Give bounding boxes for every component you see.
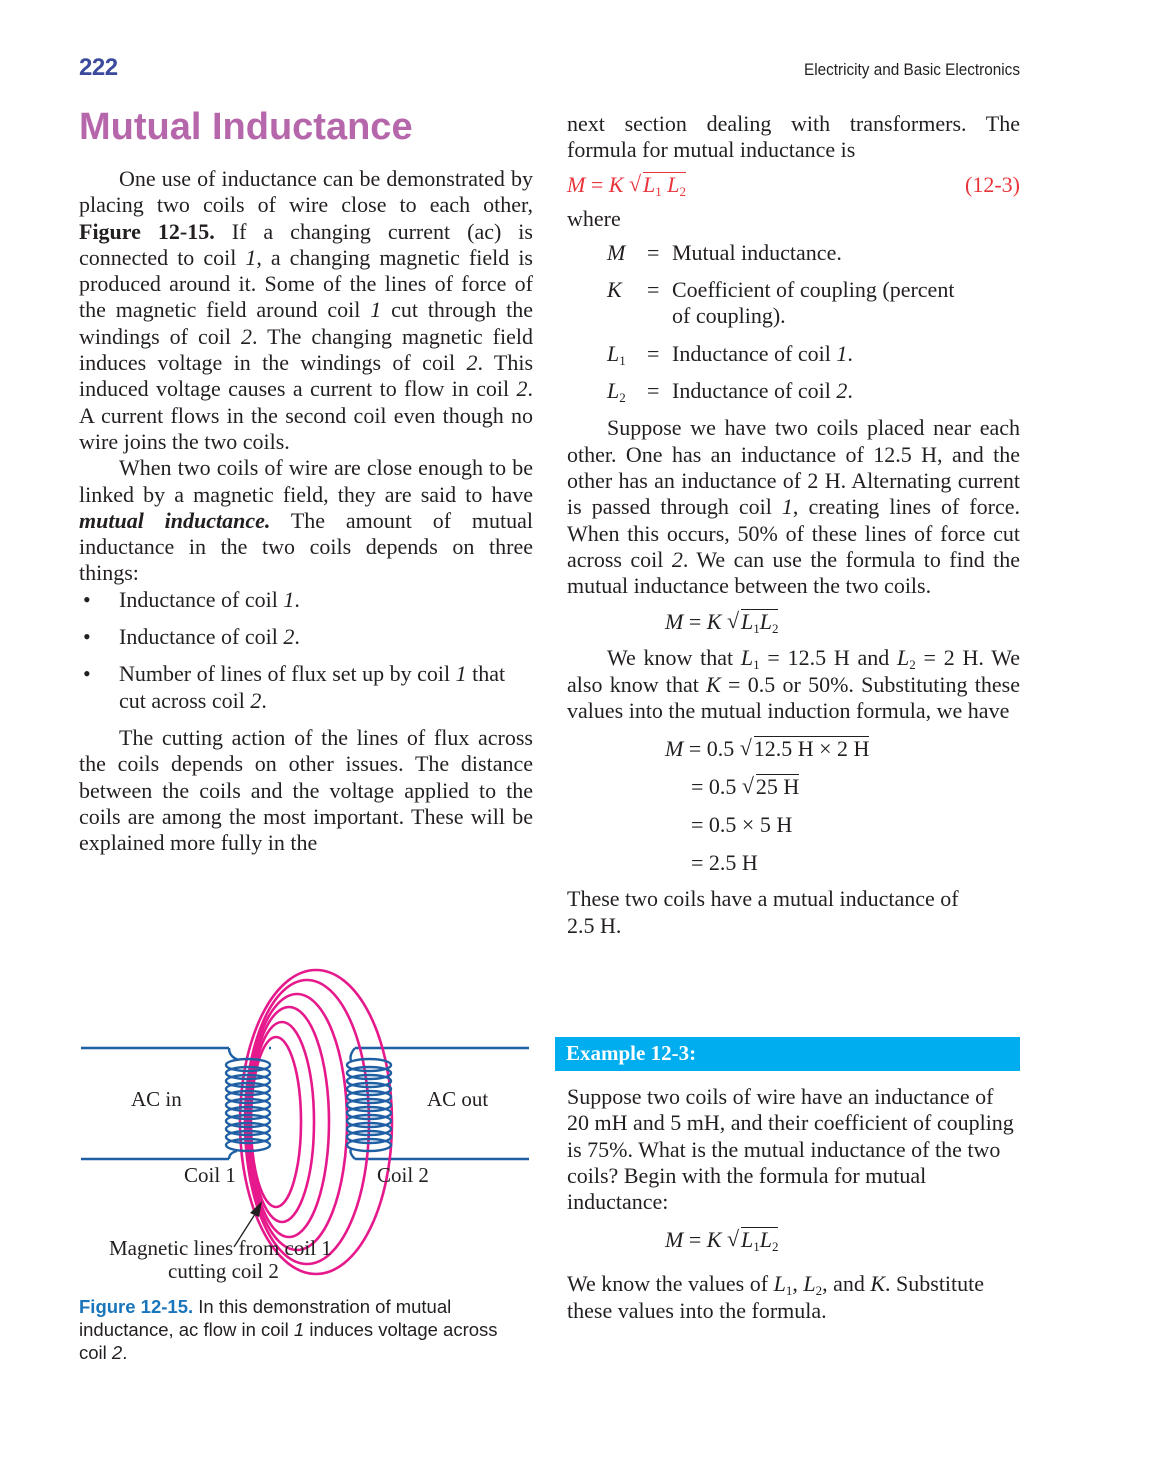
calculation-steps — [665, 730, 1020, 882]
definition-row — [567, 277, 1020, 330]
key-term: mutual inductance. — [79, 507, 271, 533]
coil-number: 1 — [781, 494, 793, 520]
symbol-k: K — [706, 1227, 722, 1253]
formula-repeat — [665, 609, 1020, 639]
text: When two coils of wire are close enough to be linked by a magnetic field, they are said to have — [79, 455, 533, 507]
subscript: 2 — [909, 657, 916, 673]
def-text: Mutual inductance. — [672, 239, 842, 265]
def-symbol: K — [607, 277, 622, 303]
subscript: 1 — [619, 352, 626, 368]
symbol-l: L — [740, 1227, 754, 1253]
text: . A current flows in the second coil even though no wire joins the two coils. — [79, 376, 533, 454]
text: We know that — [607, 645, 741, 671]
calc-step — [665, 806, 1020, 844]
where-label: where — [567, 205, 621, 231]
def-equals: = — [647, 378, 660, 404]
symbol-l: L — [759, 1227, 772, 1253]
text: We know the values of — [567, 1271, 774, 1297]
coil-number: 2 — [516, 376, 528, 402]
definition-row — [567, 378, 1020, 404]
label-coil-2: Coil 2 — [377, 1163, 429, 1187]
text: If a changing current (ac) is connected to coil — [79, 218, 533, 270]
symbol-l: L — [642, 171, 656, 197]
example-formula — [665, 1227, 1020, 1257]
subscript: 1 — [753, 621, 760, 637]
symbol-m: M — [665, 609, 684, 635]
coil-number: 2 — [466, 350, 478, 376]
symbol-l: L — [607, 378, 620, 404]
symbol-l: L — [773, 1271, 786, 1297]
symbol-l: L — [759, 609, 772, 635]
calc-text: = 0.5 — [683, 736, 740, 762]
symbol-m: M — [665, 1227, 684, 1253]
main-formula — [567, 172, 1020, 202]
definition-row — [567, 240, 1020, 266]
figure-reference: Figure 12-15. — [79, 218, 215, 244]
coil-2 — [347, 1048, 391, 1159]
text: , and — [822, 1271, 871, 1297]
coil-number: 2 — [671, 546, 683, 572]
symbol-l: L — [740, 609, 754, 635]
right-column — [567, 111, 1020, 939]
section-title: Mutual Inductance — [79, 106, 413, 148]
left-column — [79, 166, 533, 856]
text: cut through the windings of coil — [79, 297, 533, 349]
subscript: 2 — [679, 183, 686, 199]
label-cutting-coil: cutting coil 2 — [168, 1259, 279, 1283]
coil-number: 1 — [293, 1319, 305, 1340]
text: In this demonstration of mutual inductance, ac flow in coil — [79, 1296, 452, 1340]
running-head: Electricity and Basic Electronics — [804, 60, 1020, 79]
sqrt-icon — [629, 172, 686, 198]
equation-number: (12-3) — [965, 171, 1020, 197]
coil-number: 1 — [245, 244, 257, 270]
bullet-item — [79, 624, 533, 650]
bullet-item — [79, 661, 533, 714]
text: . — [122, 1342, 128, 1363]
text: . — [294, 624, 300, 650]
text: Inductance of coil — [119, 586, 284, 612]
text: that cut across coil — [119, 661, 506, 713]
paragraph-definition — [79, 455, 533, 586]
text: Suppose we have two coils placed near each other. One has an inductance of 12.5 H, and the other has an inductance of 2 H. Alternating current is passed through coil — [567, 415, 1020, 520]
bullet-item — [79, 587, 533, 613]
sqrt-icon — [727, 609, 779, 635]
text: . This induced voltage causes a current to flow in coil — [79, 350, 534, 402]
equals: = — [683, 1227, 707, 1253]
symbol-k: K — [870, 1271, 886, 1297]
label-ac-out: AC out — [427, 1087, 489, 1111]
text: , a changing magnetic field is produced around it. Some of the lines of force of the magnetic field around coil — [79, 244, 533, 323]
example-header — [546, 1037, 1020, 1071]
figure-mutual-inductance — [79, 965, 534, 1295]
symbol-l: L — [803, 1271, 816, 1297]
paragraph-intro — [79, 166, 533, 455]
text: induces voltage across coil — [79, 1319, 498, 1363]
bullet-list — [79, 587, 533, 714]
subscript: 1 — [785, 1283, 793, 1299]
subscript: 1 — [655, 183, 662, 199]
equals: = — [585, 171, 609, 197]
def-symbol: M — [607, 239, 626, 265]
definitions-list — [567, 240, 1020, 404]
calc-text: = 2.5 H — [691, 850, 758, 876]
text: , creating lines of force. When this occurs, 50% of these lines of force cut across coil — [567, 494, 1020, 572]
paragraph-cutting-action: The cutting action of the lines of flux across the coils depends on other issues. The distance between the coils and the voltage applied to the coils are among the most important. These will be explained more fully in the — [79, 724, 533, 856]
sqrt-icon — [742, 768, 799, 806]
text: . The changing magnetic field induces voltage in the windings of coil — [79, 323, 533, 376]
symbol-l: L — [667, 171, 680, 197]
def-equals: = — [647, 239, 660, 265]
coil-number: 2 — [836, 378, 848, 404]
subscript: 1 — [753, 657, 760, 673]
sqrt-icon — [727, 1227, 779, 1253]
calc-text: = 0.5 × 5 H — [691, 812, 793, 838]
def-symbol — [567, 378, 647, 404]
text: The amount of mutual inductance in the two coils depends on three things: — [79, 507, 533, 586]
example-body — [567, 1084, 1020, 1324]
text: . — [294, 586, 300, 612]
label-ac-in: AC in — [131, 1087, 182, 1111]
subscript: 1 — [753, 1239, 760, 1255]
symbol-k: K — [608, 171, 624, 197]
symbol-l: L — [740, 645, 754, 671]
caption-figure-ref: Figure 12-15. — [79, 1296, 194, 1317]
subscript: 2 — [771, 621, 779, 637]
text: Inductance of coil — [672, 378, 837, 404]
subscript: 2 — [619, 390, 626, 406]
paragraph-we-know — [567, 645, 1020, 724]
text: Number of lines of flux set up by coil — [119, 661, 456, 687]
calc-step — [665, 768, 1020, 806]
coil-number: 1 — [283, 586, 295, 612]
symbol-k: K — [706, 609, 722, 635]
radicand: 25 H — [755, 774, 800, 800]
paragraph-continuation: next section dealing with transformers. The formula for mutual inductance is — [567, 111, 1020, 163]
text: Inductance of coil — [672, 340, 837, 366]
sqrt-icon — [740, 730, 870, 768]
text: . Substitute these values into the formula. — [567, 1271, 985, 1323]
bullet-icon: • — [83, 586, 91, 612]
coil-number: 1 — [836, 340, 848, 366]
symbol-l: L — [607, 340, 620, 366]
page-number: 222 — [79, 54, 118, 81]
text: . — [261, 687, 267, 713]
example-followup — [567, 1271, 1020, 1324]
symbol-m: M — [567, 171, 586, 197]
paragraph-conclusion: These two coils have a mutual inductance of 2.5 H. — [567, 886, 959, 938]
text: = 0.5 or 50%. Substituting these values into the mutual induction formula, we have — [567, 671, 1020, 724]
text: . We can use the formula to find the mutual inductance between the two coils. — [567, 546, 1021, 599]
coil-number: 2 — [283, 624, 295, 650]
symbol-k: K — [706, 671, 721, 697]
subscript: 2 — [815, 1283, 823, 1299]
subscript: 2 — [771, 1239, 779, 1255]
example-problem: Suppose two coils of wire have an inductance of 20 mH and 5 mH, and their coefficient of coupling is 75%. What is the mutual inductance of the two coils? Begin with the formula for mutual inductance: — [567, 1084, 1014, 1215]
figure-caption — [79, 1295, 519, 1364]
coil-number: 2 — [241, 323, 253, 349]
label-magnetic-lines: Magnetic lines from coil 1 — [109, 1236, 332, 1260]
symbol-m: M — [665, 736, 684, 762]
text: Inductance of coil — [119, 624, 284, 650]
calc-text: = 0.5 — [691, 774, 742, 800]
radicand: 12.5 H × 2 H — [753, 736, 870, 762]
text: One use of inductance can be demonstrated by placing two coils of wire close to each other, — [79, 166, 533, 218]
coil-number: 1 — [370, 297, 382, 323]
calc-step — [665, 730, 1020, 768]
def-equals: = — [647, 340, 660, 366]
paragraph-suppose — [567, 415, 1020, 599]
def-equals: = — [647, 277, 660, 303]
def-text: Coefficient of coupling (percent of coupling). — [672, 277, 955, 329]
definition-row — [567, 341, 1020, 367]
label-coil-1: Coil 1 — [184, 1163, 236, 1187]
def-text — [672, 378, 1020, 404]
def-text — [672, 341, 1020, 367]
calc-step — [665, 844, 1020, 882]
coil-number: 2 — [111, 1342, 123, 1363]
text: , — [792, 1271, 804, 1297]
example-title: Example 12-3: — [566, 1041, 697, 1065]
text: . — [847, 378, 853, 404]
symbol-l: L — [897, 645, 910, 671]
coil-1 — [226, 1048, 270, 1159]
bullet-icon: • — [83, 661, 91, 687]
coil-number: 2 — [250, 687, 262, 713]
text: = 12.5 H and — [759, 645, 898, 671]
def-symbol — [567, 341, 647, 367]
equals: = — [683, 609, 707, 635]
coil-number: 1 — [455, 661, 467, 687]
text: . — [847, 340, 853, 366]
text: = 2 H. We also know that — [567, 645, 1020, 697]
bullet-icon: • — [83, 624, 91, 650]
